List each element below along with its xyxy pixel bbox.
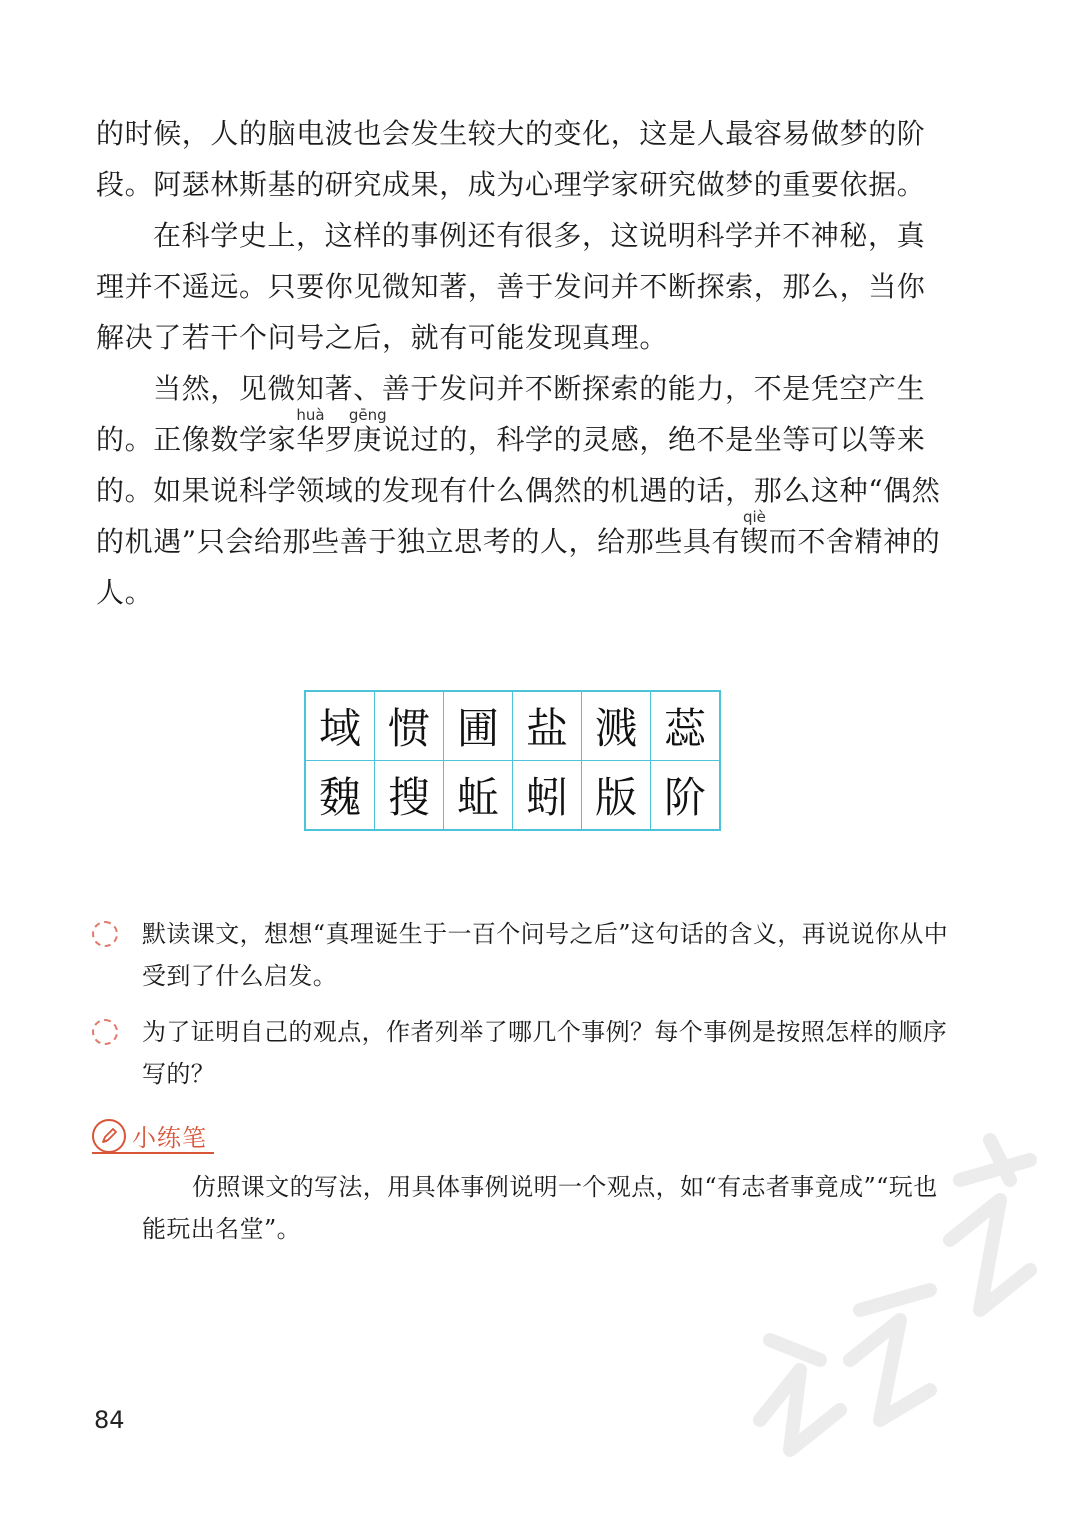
pen-icon bbox=[92, 1119, 126, 1153]
grid-char: 魏 bbox=[305, 761, 375, 831]
grid-char: 蚓 bbox=[513, 761, 582, 831]
ruby-geng: 庚gēng bbox=[348, 406, 387, 456]
question-2-text: 为了证明自己的观点，作者列举了哪几个事例？每个事例是按照怎样的顺序写的？ bbox=[142, 1018, 948, 1088]
question-1-text: 默读课文，想想“真理诞生于一百个问号之后”这句话的含义，再说说你从中受到了什么启发。 bbox=[142, 920, 949, 990]
character-grid bbox=[304, 690, 721, 831]
grid-char: 域 bbox=[305, 691, 375, 761]
character-grid-row-1 bbox=[305, 691, 720, 761]
paragraph-2: 在科学史上，这样的事例还有很多，这说明科学并不神秘，真理并不遥远。只要你见微知著，善于发问并不断探索，那么，当你解决了若干个问号之后，就有可能发现真理。 bbox=[96, 219, 926, 354]
watermark-logo bbox=[730, 1120, 1070, 1500]
paragraph-3-before: 当然，见微知著、善于发问并不断探索的能力，不是凭空产生的。正像数学家 bbox=[96, 372, 926, 456]
grid-char: 阶 bbox=[651, 761, 721, 831]
paragraph-3 bbox=[96, 363, 946, 618]
practice-title: 小练笔 bbox=[132, 1124, 207, 1152]
question-1 bbox=[92, 913, 952, 997]
practice-text: 仿照课文的写法，用具体事例说明一个观点，如“有志者事竟成”“玩也能玩出名堂”。 bbox=[142, 1173, 938, 1243]
grid-char: 蕊 bbox=[651, 691, 721, 761]
grid-char: 惯 bbox=[375, 691, 444, 761]
main-text bbox=[96, 108, 946, 618]
dashed-circle-icon bbox=[92, 1019, 118, 1045]
paragraph-3-mid1: 罗 bbox=[324, 423, 354, 456]
grid-char: 溅 bbox=[582, 691, 651, 761]
page-number: 84 bbox=[94, 1406, 125, 1434]
grid-char: 搜 bbox=[375, 761, 444, 831]
paragraph-1: 的时候，人的脑电波也会发生较大的变化，这是人最容易做梦的阶段。阿瑟林斯基的研究成果，成为心理学家研究做梦的重要依据。 bbox=[96, 117, 926, 201]
dashed-circle-icon bbox=[92, 921, 118, 947]
paragraph-3-mid2: 说过的，科学的灵感，绝不是坐等可以等来的。如果说科学领域的发现有什么偶然的机遇的话，那么这种“偶然的机遇”只会给那些善于独立思考的人，给那些具有 bbox=[96, 423, 941, 558]
paragraph-3-after: 而不舍精神的人。 bbox=[96, 525, 941, 609]
practice-underline bbox=[92, 1152, 214, 1154]
character-grid-row-2 bbox=[305, 761, 720, 831]
question-2 bbox=[92, 1011, 952, 1095]
ruby-qie: 锲qiè bbox=[740, 508, 769, 558]
grid-char: 圃 bbox=[444, 691, 513, 761]
grid-char: 蚯 bbox=[444, 761, 513, 831]
practice-heading bbox=[92, 1118, 207, 1153]
grid-char: 版 bbox=[582, 761, 651, 831]
grid-char: 盐 bbox=[513, 691, 582, 761]
ruby-hua: 华huà bbox=[296, 406, 325, 456]
